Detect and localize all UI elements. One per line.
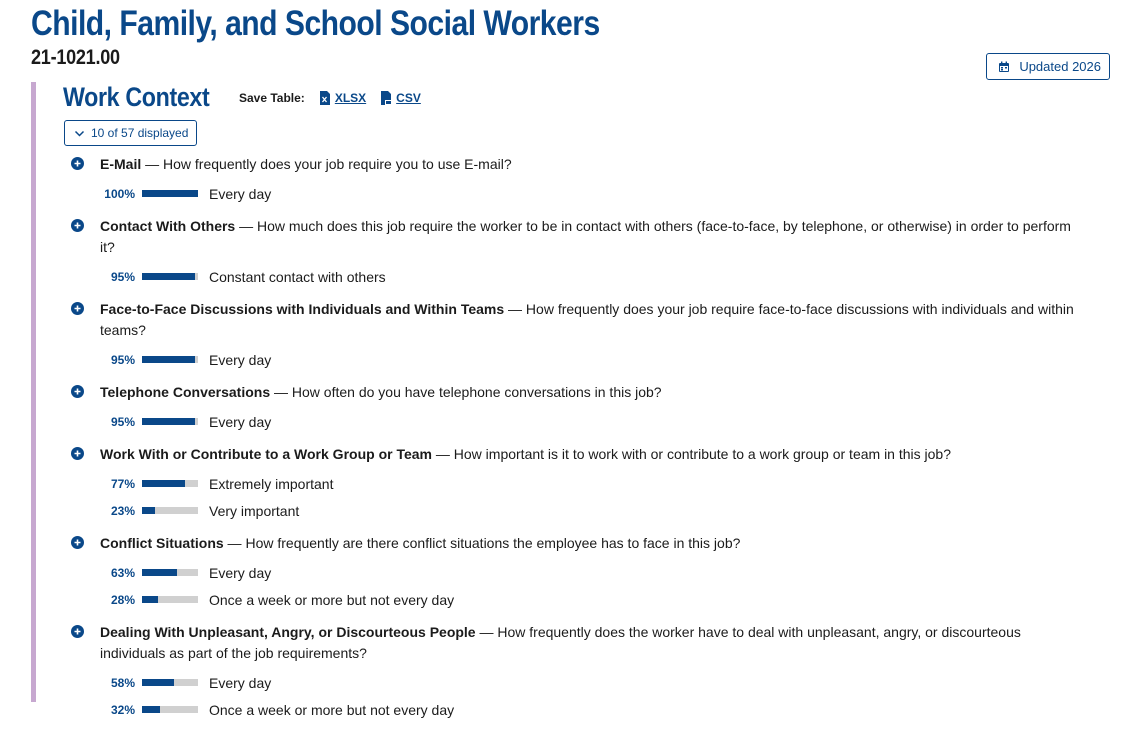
separator: — xyxy=(475,624,498,640)
answers xyxy=(71,346,1081,373)
question-text xyxy=(100,154,512,175)
answer-label: Very important xyxy=(209,502,300,519)
percent-bar-fill xyxy=(142,356,195,363)
question-text xyxy=(100,299,1081,341)
answer-row xyxy=(71,263,1081,290)
question-text xyxy=(100,382,662,403)
list-item xyxy=(71,533,1081,613)
xlsx-link-label: XLSX xyxy=(334,91,367,105)
answer-row xyxy=(71,470,1081,497)
percent-bar xyxy=(142,679,198,686)
answer-percent: 100% xyxy=(104,186,135,201)
list-item xyxy=(71,382,1081,435)
percent-bar-fill xyxy=(142,480,185,487)
answer-row xyxy=(71,669,1081,696)
answer-label: Once a week or more but not every day xyxy=(209,591,455,608)
separator: — xyxy=(235,218,257,234)
context-question: How frequently does your job require you to use E-mail? xyxy=(163,156,512,172)
expand-plus-icon[interactable] xyxy=(71,625,84,638)
displayed-label: 10 of 57 displayed xyxy=(91,126,189,140)
percent-bar-fill xyxy=(142,596,158,603)
answers xyxy=(71,669,1081,723)
question-text xyxy=(100,533,740,554)
answer-label: Every day xyxy=(209,185,272,202)
expand-plus-icon[interactable] xyxy=(71,219,84,232)
question-row xyxy=(71,216,1081,258)
answer-percent: 95% xyxy=(110,269,135,284)
answer-percent: 63% xyxy=(110,565,135,580)
percent-bar-fill xyxy=(142,507,155,514)
percent-bar-fill xyxy=(142,418,195,425)
answer-percent: 28% xyxy=(110,592,135,607)
answer-label: Every day xyxy=(209,351,272,368)
csv-link[interactable] xyxy=(380,91,421,105)
answer-label: Once a week or more but not every day xyxy=(209,701,455,718)
percent-bar xyxy=(142,569,198,576)
answer-label: Constant contact with others xyxy=(209,268,386,285)
list-item xyxy=(71,622,1081,723)
list-item xyxy=(71,216,1081,290)
list-item xyxy=(71,154,1081,207)
question-text xyxy=(100,444,951,465)
percent-bar-fill xyxy=(142,569,177,576)
list-item xyxy=(71,444,1081,524)
context-name[interactable]: Face-to-Face Discussions with Individuals and Within Teams xyxy=(100,301,505,317)
question-row xyxy=(71,622,1081,664)
save-table-label: Save Table: xyxy=(239,91,305,105)
answers xyxy=(71,559,1081,613)
context-name[interactable]: Work With or Contribute to a Work Group or Team xyxy=(100,446,432,462)
answer-row xyxy=(71,696,1081,723)
section-title: Work Context xyxy=(63,82,210,112)
answer-percent: 95% xyxy=(110,352,135,367)
context-question: How frequently are there conflict situations the employee has to face in this job? xyxy=(245,535,741,551)
save-table xyxy=(239,91,429,105)
context-name[interactable]: Conflict Situations xyxy=(100,535,224,551)
question-row xyxy=(71,299,1081,341)
xlsx-file-icon xyxy=(319,91,331,105)
context-name[interactable]: E-Mail xyxy=(100,156,142,172)
percent-bar-fill xyxy=(142,706,160,713)
context-name[interactable]: Contact With Others xyxy=(100,218,236,234)
csv-link-label: CSV xyxy=(396,91,421,105)
separator: — xyxy=(270,384,292,400)
context-name[interactable]: Dealing With Unpleasant, Angry, or Discourteous People xyxy=(100,624,476,640)
expand-plus-icon[interactable] xyxy=(71,536,84,549)
answer-label: Every day xyxy=(209,674,272,691)
percent-bar-fill xyxy=(142,273,195,280)
updated-button[interactable] xyxy=(986,53,1110,80)
expand-plus-icon[interactable] xyxy=(71,302,84,315)
answer-percent: 32% xyxy=(110,702,135,717)
work-context-list xyxy=(71,154,1081,732)
percent-bar xyxy=(142,356,198,363)
calendar-icon xyxy=(998,61,1010,73)
context-question: How frequently does the worker have to deal with unpleasant, angry, or discourteous individuals as part of the job requirements? xyxy=(100,624,1021,661)
separator: — xyxy=(141,156,164,172)
context-name[interactable]: Telephone Conversations xyxy=(100,384,271,400)
percent-bar xyxy=(142,480,198,487)
answers xyxy=(71,180,1081,207)
csv-file-icon xyxy=(380,91,392,105)
answer-row xyxy=(71,408,1081,435)
expand-plus-icon[interactable] xyxy=(71,447,84,460)
answer-row xyxy=(71,497,1081,524)
percent-bar xyxy=(142,706,198,713)
percent-bar xyxy=(142,418,198,425)
answers xyxy=(71,263,1081,290)
percent-bar xyxy=(142,190,198,197)
question-row xyxy=(71,382,1081,403)
question-text xyxy=(100,216,1081,258)
answer-percent: 77% xyxy=(110,476,135,491)
percent-bar-fill xyxy=(142,679,174,686)
question-row xyxy=(71,154,1081,175)
context-question: How much does this job require the worker to be in contact with others (face-to-face, by telephone, or otherwise) in order to perform it? xyxy=(100,218,1071,255)
question-text xyxy=(100,622,1081,664)
answer-row xyxy=(71,586,1081,613)
percent-bar xyxy=(142,273,198,280)
displayed-toggle-button[interactable] xyxy=(64,120,197,146)
answer-label: Every day xyxy=(209,413,272,430)
answer-percent: 23% xyxy=(110,503,135,518)
separator: — xyxy=(504,301,526,317)
context-question: How important is it to work with or contribute to a work group or team in this job? xyxy=(453,446,951,462)
answer-percent: 95% xyxy=(110,414,135,429)
answers xyxy=(71,408,1081,435)
list-item xyxy=(71,299,1081,373)
context-question: How often do you have telephone conversations in this job? xyxy=(291,384,662,400)
separator: — xyxy=(432,446,454,462)
percent-bar-fill xyxy=(142,190,198,197)
context-question: How frequently does your job require face-to-face discussions with individuals and within teams? xyxy=(100,301,1074,338)
updated-label: Updated 2026 xyxy=(1019,59,1101,74)
page-title: Child, Family, and School Social Workers xyxy=(31,4,600,43)
answer-label: Extremely important xyxy=(209,475,334,492)
answer-percent: 58% xyxy=(110,675,135,690)
question-row xyxy=(71,533,1081,554)
xlsx-link[interactable] xyxy=(319,91,366,105)
answer-row xyxy=(71,180,1081,207)
chevron-down-icon xyxy=(74,128,85,139)
answer-label: Every day xyxy=(209,564,272,581)
percent-bar xyxy=(142,596,198,603)
answer-row xyxy=(71,559,1081,586)
expand-plus-icon[interactable] xyxy=(71,385,84,398)
work-context-section xyxy=(31,82,1111,718)
separator: — xyxy=(223,535,246,551)
expand-plus-icon[interactable] xyxy=(71,157,84,170)
answer-row xyxy=(71,346,1081,373)
occupation-code: 21-1021.00 xyxy=(31,46,120,69)
percent-bar xyxy=(142,507,198,514)
question-row xyxy=(71,444,1081,465)
answers xyxy=(71,470,1081,524)
